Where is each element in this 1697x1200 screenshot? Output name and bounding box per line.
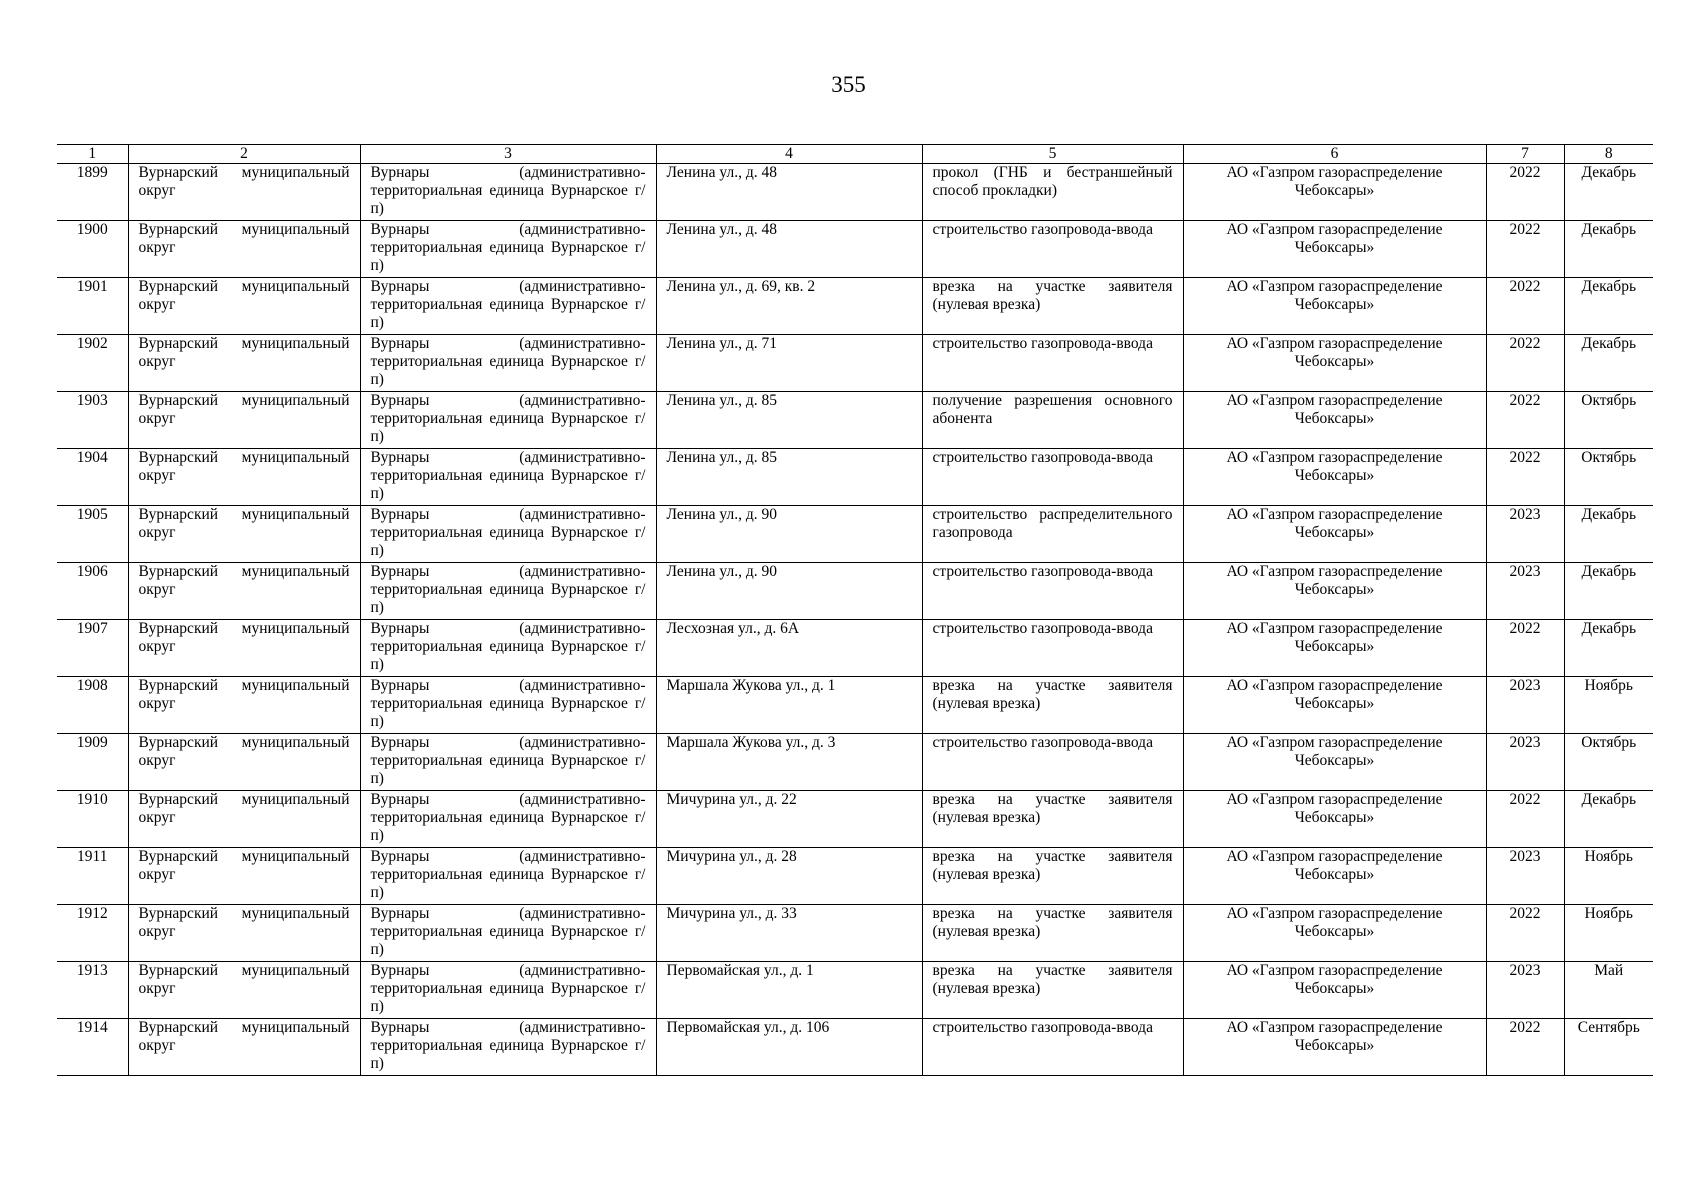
year-cell: 2023 xyxy=(1486,962,1564,1019)
row-number: 1906 xyxy=(57,563,128,620)
settlement-cell: Вурнары (административно-территориальная единица Вурнарское г/п) xyxy=(360,164,656,221)
organization-cell: АО «Газпром газораспределение Чебоксары» xyxy=(1183,335,1486,392)
month-cell: Октябрь xyxy=(1564,392,1653,449)
district-cell: Вурнарский муниципальный округ xyxy=(128,905,360,962)
organization-cell: АО «Газпром газораспределение Чебоксары» xyxy=(1183,620,1486,677)
table-row xyxy=(57,221,1653,278)
row-number: 1908 xyxy=(57,677,128,734)
table-row xyxy=(57,506,1653,563)
month-cell: Октябрь xyxy=(1564,734,1653,791)
settlement-cell: Вурнары (административно-территориальная единица Вурнарское г/п) xyxy=(360,791,656,848)
month-cell: Декабрь xyxy=(1564,506,1653,563)
organization-cell: АО «Газпром газораспределение Чебоксары» xyxy=(1183,506,1486,563)
settlement-cell: Вурнары (административно-территориальная единица Вурнарское г/п) xyxy=(360,563,656,620)
settlement-cell: Вурнары (административно-территориальная единица Вурнарское г/п) xyxy=(360,620,656,677)
district-cell: Вурнарский муниципальный округ xyxy=(128,791,360,848)
table-row xyxy=(57,734,1653,791)
table-row xyxy=(57,278,1653,335)
month-cell: Май xyxy=(1564,962,1653,1019)
address-cell: Ленина ул., д. 85 xyxy=(656,449,922,506)
row-number: 1904 xyxy=(57,449,128,506)
year-cell: 2023 xyxy=(1486,848,1564,905)
organization-cell: АО «Газпром газораспределение Чебоксары» xyxy=(1183,221,1486,278)
address-cell: Первомайская ул., д. 106 xyxy=(656,1019,922,1076)
address-cell: Мичурина ул., д. 22 xyxy=(656,791,922,848)
organization-cell: АО «Газпром газораспределение Чебоксары» xyxy=(1183,449,1486,506)
organization-cell: АО «Газпром газораспределение Чебоксары» xyxy=(1183,392,1486,449)
work-type-cell: врезка на участке заявителя (нулевая врезка) xyxy=(922,677,1183,734)
district-cell: Вурнарский муниципальный округ xyxy=(128,563,360,620)
district-cell: Вурнарский муниципальный округ xyxy=(128,221,360,278)
work-type-cell: строительство распределительного газопровода xyxy=(922,506,1183,563)
year-cell: 2022 xyxy=(1486,278,1564,335)
row-number: 1910 xyxy=(57,791,128,848)
month-cell: Декабрь xyxy=(1564,278,1653,335)
month-cell: Декабрь xyxy=(1564,791,1653,848)
column-header: 8 xyxy=(1564,145,1653,164)
month-cell: Декабрь xyxy=(1564,164,1653,221)
row-number: 1900 xyxy=(57,221,128,278)
organization-cell: АО «Газпром газораспределение Чебоксары» xyxy=(1183,962,1486,1019)
work-type-cell: врезка на участке заявителя (нулевая врезка) xyxy=(922,848,1183,905)
column-header: 5 xyxy=(922,145,1183,164)
row-number: 1912 xyxy=(57,905,128,962)
settlement-cell: Вурнары (административно-территориальная единица Вурнарское г/п) xyxy=(360,677,656,734)
district-cell: Вурнарский муниципальный округ xyxy=(128,962,360,1019)
settlement-cell: Вурнары (административно-территориальная единица Вурнарское г/п) xyxy=(360,905,656,962)
address-cell: Ленина ул., д. 71 xyxy=(656,335,922,392)
table-row xyxy=(57,392,1653,449)
row-number: 1903 xyxy=(57,392,128,449)
row-number: 1899 xyxy=(57,164,128,221)
settlement-cell: Вурнары (административно-территориальная единица Вурнарское г/п) xyxy=(360,962,656,1019)
year-cell: 2022 xyxy=(1486,164,1564,221)
month-cell: Декабрь xyxy=(1564,620,1653,677)
address-cell: Маршала Жукова ул., д. 1 xyxy=(656,677,922,734)
column-header: 7 xyxy=(1486,145,1564,164)
organization-cell: АО «Газпром газораспределение Чебоксары» xyxy=(1183,791,1486,848)
work-type-cell: строительство газопровода-ввода xyxy=(922,563,1183,620)
row-number: 1911 xyxy=(57,848,128,905)
settlement-cell: Вурнары (административно-территориальная единица Вурнарское г/п) xyxy=(360,335,656,392)
district-cell: Вурнарский муниципальный округ xyxy=(128,392,360,449)
settlement-cell: Вурнары (административно-территориальная единица Вурнарское г/п) xyxy=(360,221,656,278)
page-number: 355 xyxy=(831,72,866,97)
settlement-cell: Вурнары (административно-территориальная единица Вурнарское г/п) xyxy=(360,848,656,905)
work-type-cell: врезка на участке заявителя (нулевая врезка) xyxy=(922,791,1183,848)
address-cell: Ленина ул., д. 90 xyxy=(656,563,922,620)
district-cell: Вурнарский муниципальный округ xyxy=(128,506,360,563)
year-cell: 2022 xyxy=(1486,449,1564,506)
table-row xyxy=(57,962,1653,1019)
address-cell: Ленина ул., д. 90 xyxy=(656,506,922,563)
row-number: 1901 xyxy=(57,278,128,335)
row-number: 1907 xyxy=(57,620,128,677)
work-type-cell: получение разрешения основного абонента xyxy=(922,392,1183,449)
row-number: 1914 xyxy=(57,1019,128,1076)
district-cell: Вурнарский муниципальный округ xyxy=(128,335,360,392)
table-row xyxy=(57,848,1653,905)
work-type-cell: строительство газопровода-ввода xyxy=(922,449,1183,506)
month-cell: Декабрь xyxy=(1564,563,1653,620)
district-cell: Вурнарский муниципальный округ xyxy=(128,734,360,791)
settlement-cell: Вурнары (административно-территориальная единица Вурнарское г/п) xyxy=(360,278,656,335)
column-header: 4 xyxy=(656,145,922,164)
work-type-cell: врезка на участке заявителя (нулевая врезка) xyxy=(922,962,1183,1019)
month-cell: Ноябрь xyxy=(1564,677,1653,734)
table-row xyxy=(57,677,1653,734)
year-cell: 2022 xyxy=(1486,335,1564,392)
settlement-cell: Вурнары (административно-территориальная единица Вурнарское г/п) xyxy=(360,734,656,791)
address-cell: Мичурина ул., д. 33 xyxy=(656,905,922,962)
row-number: 1902 xyxy=(57,335,128,392)
column-header: 3 xyxy=(360,145,656,164)
organization-cell: АО «Газпром газораспределение Чебоксары» xyxy=(1183,734,1486,791)
column-header: 1 xyxy=(57,145,128,164)
column-header: 2 xyxy=(128,145,360,164)
settlement-cell: Вурнары (административно-территориальная единица Вурнарское г/п) xyxy=(360,392,656,449)
work-type-cell: врезка на участке заявителя (нулевая врезка) xyxy=(922,278,1183,335)
table-row xyxy=(57,164,1653,221)
organization-cell: АО «Газпром газораспределение Чебоксары» xyxy=(1183,164,1486,221)
district-cell: Вурнарский муниципальный округ xyxy=(128,620,360,677)
address-cell: Ленина ул., д. 48 xyxy=(656,164,922,221)
settlement-cell: Вурнары (административно-территориальная единица Вурнарское г/п) xyxy=(360,449,656,506)
year-cell: 2022 xyxy=(1486,620,1564,677)
month-cell: Октябрь xyxy=(1564,449,1653,506)
month-cell: Ноябрь xyxy=(1564,848,1653,905)
year-cell: 2022 xyxy=(1486,1019,1564,1076)
work-type-cell: строительство газопровода-ввода xyxy=(922,1019,1183,1076)
row-number: 1909 xyxy=(57,734,128,791)
address-cell: Ленина ул., д. 48 xyxy=(656,221,922,278)
month-cell: Ноябрь xyxy=(1564,905,1653,962)
month-cell: Сентябрь xyxy=(1564,1019,1653,1076)
year-cell: 2022 xyxy=(1486,791,1564,848)
table-row xyxy=(57,620,1653,677)
year-cell: 2023 xyxy=(1486,677,1564,734)
district-cell: Вурнарский муниципальный округ xyxy=(128,1019,360,1076)
district-cell: Вурнарский муниципальный округ xyxy=(128,677,360,734)
table-row xyxy=(57,1019,1653,1076)
address-cell: Ленина ул., д. 85 xyxy=(656,392,922,449)
column-header: 6 xyxy=(1183,145,1486,164)
organization-cell: АО «Газпром газораспределение Чебоксары» xyxy=(1183,1019,1486,1076)
year-cell: 2022 xyxy=(1486,905,1564,962)
table-row xyxy=(57,449,1653,506)
work-type-cell: строительство газопровода-ввода xyxy=(922,335,1183,392)
organization-cell: АО «Газпром газораспределение Чебоксары» xyxy=(1183,905,1486,962)
year-cell: 2023 xyxy=(1486,563,1564,620)
work-type-cell: строительство газопровода-ввода xyxy=(922,734,1183,791)
address-cell: Мичурина ул., д. 28 xyxy=(656,848,922,905)
organization-cell: АО «Газпром газораспределение Чебоксары» xyxy=(1183,278,1486,335)
row-number: 1913 xyxy=(57,962,128,1019)
month-cell: Декабрь xyxy=(1564,335,1653,392)
month-cell: Декабрь xyxy=(1564,221,1653,278)
work-type-cell: строительство газопровода-ввода xyxy=(922,620,1183,677)
organization-cell: АО «Газпром газораспределение Чебоксары» xyxy=(1183,563,1486,620)
work-type-cell: врезка на участке заявителя (нулевая врезка) xyxy=(922,905,1183,962)
year-cell: 2022 xyxy=(1486,221,1564,278)
table-row xyxy=(57,563,1653,620)
work-type-cell: строительство газопровода-ввода xyxy=(922,221,1183,278)
district-cell: Вурнарский муниципальный округ xyxy=(128,449,360,506)
district-cell: Вурнарский муниципальный округ xyxy=(128,164,360,221)
year-cell: 2023 xyxy=(1486,734,1564,791)
address-cell: Лесхозная ул., д. 6А xyxy=(656,620,922,677)
table-row xyxy=(57,791,1653,848)
work-type-cell: прокол (ГНБ и бестраншейный способ прокладки) xyxy=(922,164,1183,221)
table-row xyxy=(57,335,1653,392)
address-cell: Маршала Жукова ул., д. 3 xyxy=(656,734,922,791)
address-cell: Ленина ул., д. 69, кв. 2 xyxy=(656,278,922,335)
row-number: 1905 xyxy=(57,506,128,563)
settlement-cell: Вурнары (административно-территориальная единица Вурнарское г/п) xyxy=(360,506,656,563)
year-cell: 2023 xyxy=(1486,506,1564,563)
settlement-cell: Вурнары (административно-территориальная единица Вурнарское г/п) xyxy=(360,1019,656,1076)
table-row xyxy=(57,905,1653,962)
column-header-row xyxy=(57,145,1653,164)
district-cell: Вурнарский муниципальный округ xyxy=(128,278,360,335)
gasification-table xyxy=(57,144,1653,1076)
address-cell: Первомайская ул., д. 1 xyxy=(656,962,922,1019)
year-cell: 2022 xyxy=(1486,392,1564,449)
organization-cell: АО «Газпром газораспределение Чебоксары» xyxy=(1183,677,1486,734)
district-cell: Вурнарский муниципальный округ xyxy=(128,848,360,905)
organization-cell: АО «Газпром газораспределение Чебоксары» xyxy=(1183,848,1486,905)
